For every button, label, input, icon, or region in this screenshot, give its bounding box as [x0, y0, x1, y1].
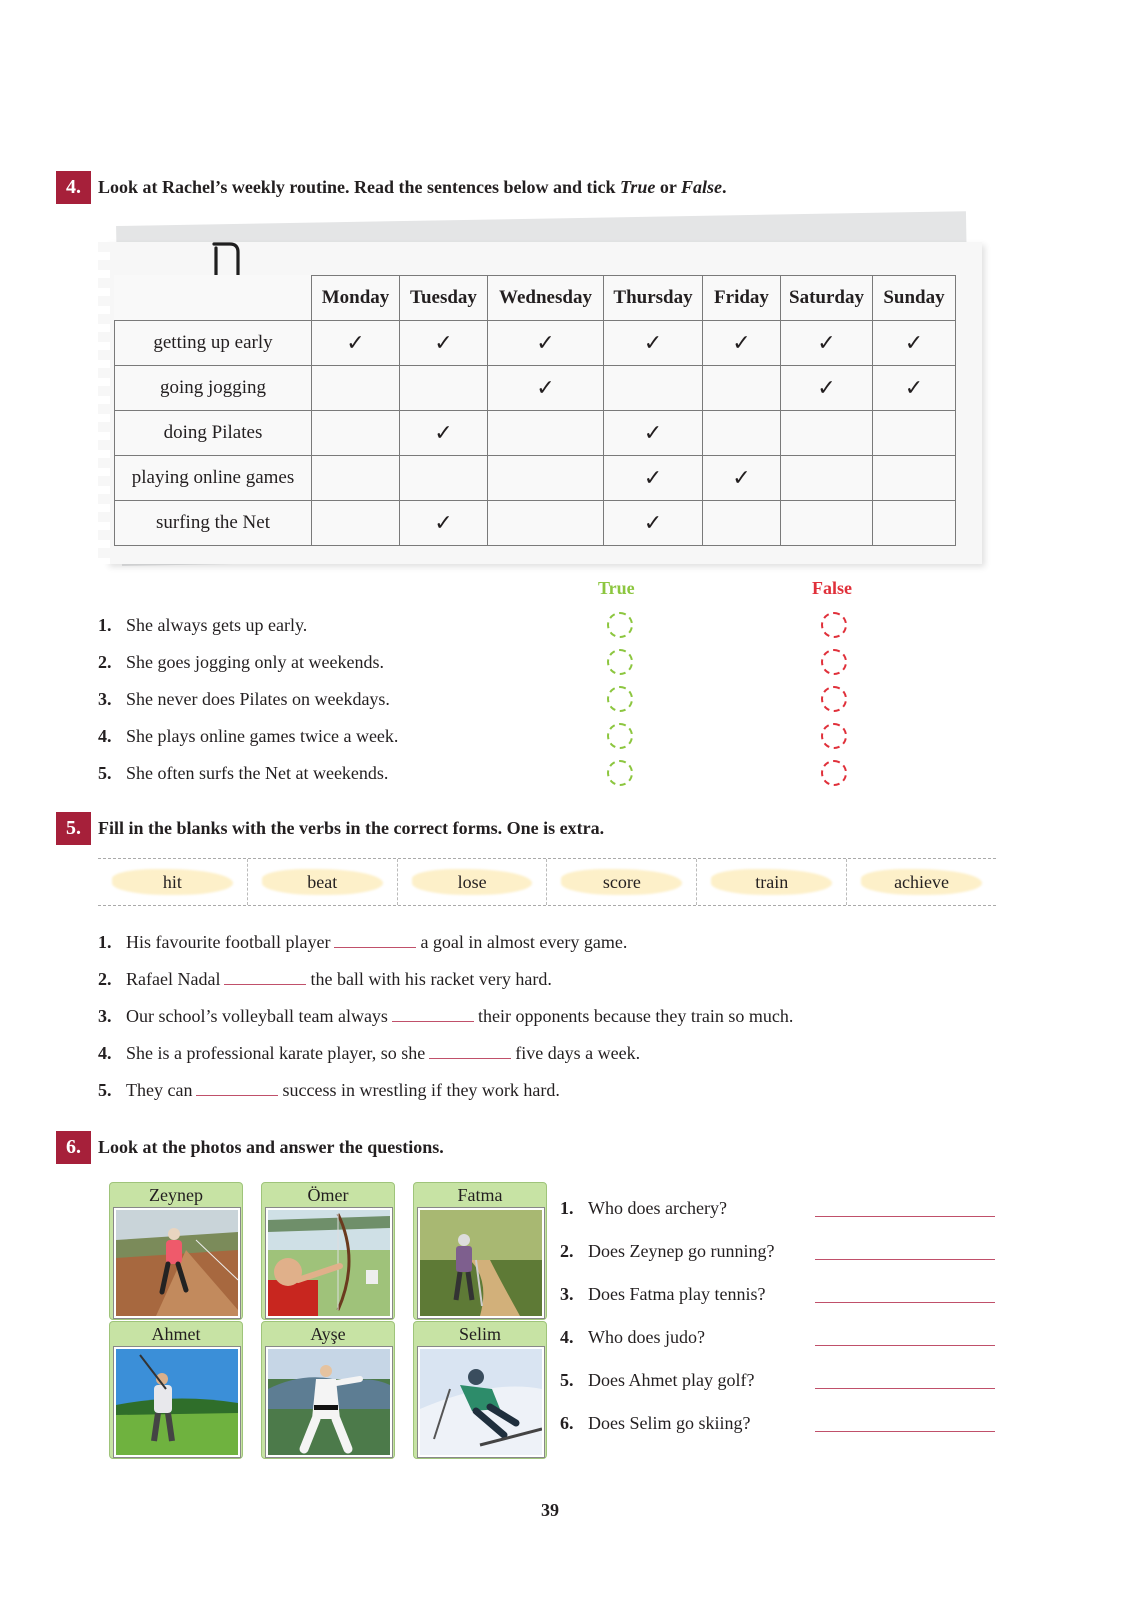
archery-photo [266, 1208, 392, 1318]
false-circle-2[interactable] [821, 649, 847, 675]
table-header-row [115, 276, 956, 321]
sentence-number: 3. [98, 1006, 112, 1026]
answer-blank[interactable] [196, 1095, 278, 1096]
question-number: 5. [560, 1370, 574, 1390]
activity-name: playing online games [115, 456, 312, 501]
sentence-after: their opponents because they train so much. [477, 1006, 794, 1026]
statement [98, 763, 388, 784]
karate-photo [266, 1347, 392, 1457]
tick-icon: ✓ [904, 330, 924, 356]
answer-line[interactable] [815, 1302, 995, 1303]
tick-icon: ✓ [904, 375, 924, 401]
statement [98, 615, 307, 636]
question-text: Who does judo? [588, 1327, 705, 1347]
question [560, 1327, 705, 1348]
sentence-before: She is a professional karate player, so she [126, 1043, 426, 1063]
statement-text: She never does Pilates on weekdays. [126, 689, 390, 709]
question-number: 2. [560, 1241, 574, 1261]
exercise-6-header [56, 1131, 444, 1164]
word-bank [98, 858, 996, 906]
question [560, 1413, 751, 1434]
day-header: Tuesday [400, 276, 488, 321]
photo-card-zeynep [109, 1182, 243, 1320]
false-circle-5[interactable] [821, 760, 847, 786]
tick-cell [873, 501, 956, 546]
tick-icon: ✓ [346, 330, 365, 356]
sentence-before: They can [126, 1080, 193, 1100]
exercise-number: 4. [56, 171, 91, 204]
fill-sentence [98, 1043, 640, 1064]
exercise-number: 6. [56, 1131, 91, 1164]
activity-name: surfing the Net [115, 501, 312, 546]
question-number: 4. [560, 1327, 574, 1347]
word-bank-item [697, 859, 847, 905]
tick-icon: ✓ [434, 510, 453, 536]
activity-name: getting up early [115, 321, 312, 366]
answer-blank[interactable] [392, 1021, 474, 1022]
hiking-photo [418, 1208, 544, 1318]
tick-cell [488, 366, 604, 411]
word-text: lose [457, 871, 487, 892]
question-number: 1. [560, 1198, 574, 1218]
tick-icon: ✓ [643, 465, 663, 491]
answer-line[interactable] [815, 1216, 995, 1217]
word-text: hit [162, 871, 182, 892]
exercise-instruction [98, 177, 727, 198]
tick-cell [488, 411, 604, 456]
fill-sentence [98, 1080, 560, 1101]
tick-cell [781, 321, 873, 366]
table-row [115, 411, 956, 456]
tick-cell [781, 501, 873, 546]
tick-cell [604, 366, 703, 411]
tick-cell [400, 321, 488, 366]
tick-cell [488, 456, 604, 501]
tick-icon: ✓ [817, 375, 836, 401]
statement-number: 2. [98, 652, 112, 672]
skiing-photo [418, 1347, 544, 1457]
word-text: train [755, 871, 789, 892]
tick-icon: ✓ [732, 465, 751, 491]
tick-cell [400, 366, 488, 411]
tick-cell [703, 501, 781, 546]
statement [98, 689, 390, 710]
true-circle-3[interactable] [607, 686, 633, 712]
table-row [115, 501, 956, 546]
tick-cell [781, 366, 873, 411]
tick-icon: ✓ [536, 375, 555, 401]
tick-cell [312, 411, 400, 456]
question-text: Who does archery? [588, 1198, 727, 1218]
sentence-after: five days a week. [515, 1043, 641, 1063]
photo-card-fatma [413, 1182, 547, 1320]
fill-sentence [98, 932, 627, 953]
tick-cell [873, 366, 956, 411]
tick-cell [781, 411, 873, 456]
instruction-end: . [722, 177, 727, 197]
statement [98, 726, 398, 747]
table-corner [115, 276, 312, 321]
word-text: beat [307, 871, 338, 892]
instruction-true: True [619, 177, 656, 197]
false-circle-3[interactable] [821, 686, 847, 712]
word-text: score [602, 871, 641, 892]
word-bank-item [547, 859, 697, 905]
photo-card-selim [413, 1321, 547, 1459]
day-header: Sunday [873, 276, 956, 321]
question-number: 3. [560, 1284, 574, 1304]
answer-blank[interactable] [224, 984, 306, 985]
word-text: achieve [894, 871, 950, 892]
tick-cell [873, 456, 956, 501]
tick-cell [604, 456, 703, 501]
word-bank-item [847, 859, 996, 905]
tick-cell [873, 321, 956, 366]
photo-card-ahmet [109, 1321, 243, 1459]
exercise-instruction: Look at the photos and answer the questions. [98, 1137, 444, 1157]
true-circle-2[interactable] [607, 649, 633, 675]
statement-number: 4. [98, 726, 112, 746]
tick-cell [488, 321, 604, 366]
activity-name: doing Pilates [115, 411, 312, 456]
question [560, 1370, 754, 1391]
tick-cell [703, 321, 781, 366]
fill-sentence [98, 969, 552, 990]
tick-cell [703, 456, 781, 501]
tick-icon: ✓ [817, 330, 836, 356]
tick-cell [400, 501, 488, 546]
tick-cell [312, 366, 400, 411]
tick-icon: ✓ [732, 330, 751, 356]
word-bank-item [398, 859, 548, 905]
person-name: Selim [458, 1324, 501, 1344]
table-row [115, 321, 956, 366]
false-circle-4[interactable] [821, 723, 847, 749]
weekly-routine-table [114, 275, 956, 546]
sentence-number: 1. [98, 932, 112, 952]
sentence-after: the ball with his racket very hard. [310, 969, 552, 989]
table-row [115, 366, 956, 411]
tick-icon: ✓ [643, 330, 663, 356]
page-number: 39 [541, 1500, 559, 1520]
statement-number: 3. [98, 689, 112, 709]
statement-number: 1. [98, 615, 112, 635]
question-number: 6. [560, 1413, 574, 1433]
day-header: Wednesday [488, 276, 604, 321]
table-row [115, 456, 956, 501]
day-header: Saturday [781, 276, 873, 321]
statement-text: She plays online games twice a week. [126, 726, 399, 746]
day-header: Monday [312, 276, 400, 321]
statement-text: She often surfs the Net at weekends. [126, 763, 389, 783]
golf-photo [114, 1347, 240, 1457]
question-text: Does Fatma play tennis? [588, 1284, 766, 1304]
photo-card-ayse [261, 1321, 395, 1459]
exercise-instruction: Fill in the blanks with the verbs in the correct forms. One is extra. [98, 818, 605, 838]
person-name: Zeynep [149, 1185, 203, 1205]
sentence-before: Our school’s volleyball team always [126, 1006, 388, 1026]
question-text: Does Zeynep go running? [588, 1241, 775, 1261]
tick-cell [400, 456, 488, 501]
question [560, 1198, 727, 1219]
person-name: Ahmet [151, 1324, 201, 1344]
statement-text: She always gets up early. [126, 615, 308, 635]
day-header: Thursday [604, 276, 703, 321]
torn-paper-edge [98, 242, 110, 564]
person-name: Ömer [307, 1185, 349, 1205]
tick-cell [781, 456, 873, 501]
person-name: Ayşe [310, 1324, 346, 1344]
tick-cell [312, 321, 400, 366]
sentence-after: a goal in almost every game. [420, 932, 628, 952]
instruction-or: or [655, 177, 681, 197]
sentence-after: success in wrestling if they work hard. [282, 1080, 560, 1100]
answer-blank[interactable] [429, 1058, 511, 1059]
tick-cell [604, 321, 703, 366]
answer-line[interactable] [815, 1388, 995, 1389]
instruction-text: Look at Rachel’s weekly routine. Read the sentences below and tick [98, 177, 620, 197]
exercise-4-header [56, 171, 727, 204]
answer-blank[interactable] [334, 947, 416, 948]
tick-cell [312, 501, 400, 546]
tick-cell [703, 411, 781, 456]
question-text: Does Selim go skiing? [588, 1413, 751, 1433]
tick-cell [873, 411, 956, 456]
answer-line[interactable] [815, 1345, 995, 1346]
activity-name: going jogging [115, 366, 312, 411]
statement-text: She goes jogging only at weekends. [126, 652, 384, 672]
sentence-before: His favourite football player [126, 932, 331, 952]
true-label: True [598, 578, 635, 598]
sentence-number: 2. [98, 969, 112, 989]
answer-line[interactable] [815, 1259, 995, 1260]
photo-card-omer [261, 1182, 395, 1320]
false-label: False [812, 578, 852, 598]
tick-cell [604, 411, 703, 456]
tick-icon: ✓ [643, 420, 663, 446]
statement [98, 652, 384, 673]
tick-icon: ✓ [434, 420, 453, 446]
sentence-before: Rafael Nadal [126, 969, 221, 989]
true-circle-1[interactable] [607, 612, 633, 638]
tick-icon: ✓ [536, 330, 555, 356]
tick-cell [604, 501, 703, 546]
tick-icon: ✓ [643, 510, 663, 536]
tick-icon: ✓ [434, 330, 453, 356]
true-circle-5[interactable] [607, 760, 633, 786]
question-text: Does Ahmet play golf? [588, 1370, 755, 1390]
person-name: Fatma [457, 1185, 503, 1205]
tick-cell [488, 501, 604, 546]
fill-sentence [98, 1006, 793, 1027]
exercise-5-header [56, 812, 604, 845]
question [560, 1241, 774, 1262]
instruction-false: False [681, 177, 723, 197]
running-photo [114, 1208, 240, 1318]
sentence-number: 5. [98, 1080, 112, 1100]
tick-cell [703, 366, 781, 411]
true-circle-4[interactable] [607, 723, 633, 749]
question [560, 1284, 765, 1305]
word-bank-item [98, 859, 248, 905]
tick-cell [400, 411, 488, 456]
answer-line[interactable] [815, 1431, 995, 1432]
statement-number: 5. [98, 763, 112, 783]
false-circle-1[interactable] [821, 612, 847, 638]
sentence-number: 4. [98, 1043, 112, 1063]
word-bank-item [248, 859, 398, 905]
day-header: Friday [703, 276, 781, 321]
exercise-number: 5. [56, 812, 91, 845]
tick-cell [312, 456, 400, 501]
